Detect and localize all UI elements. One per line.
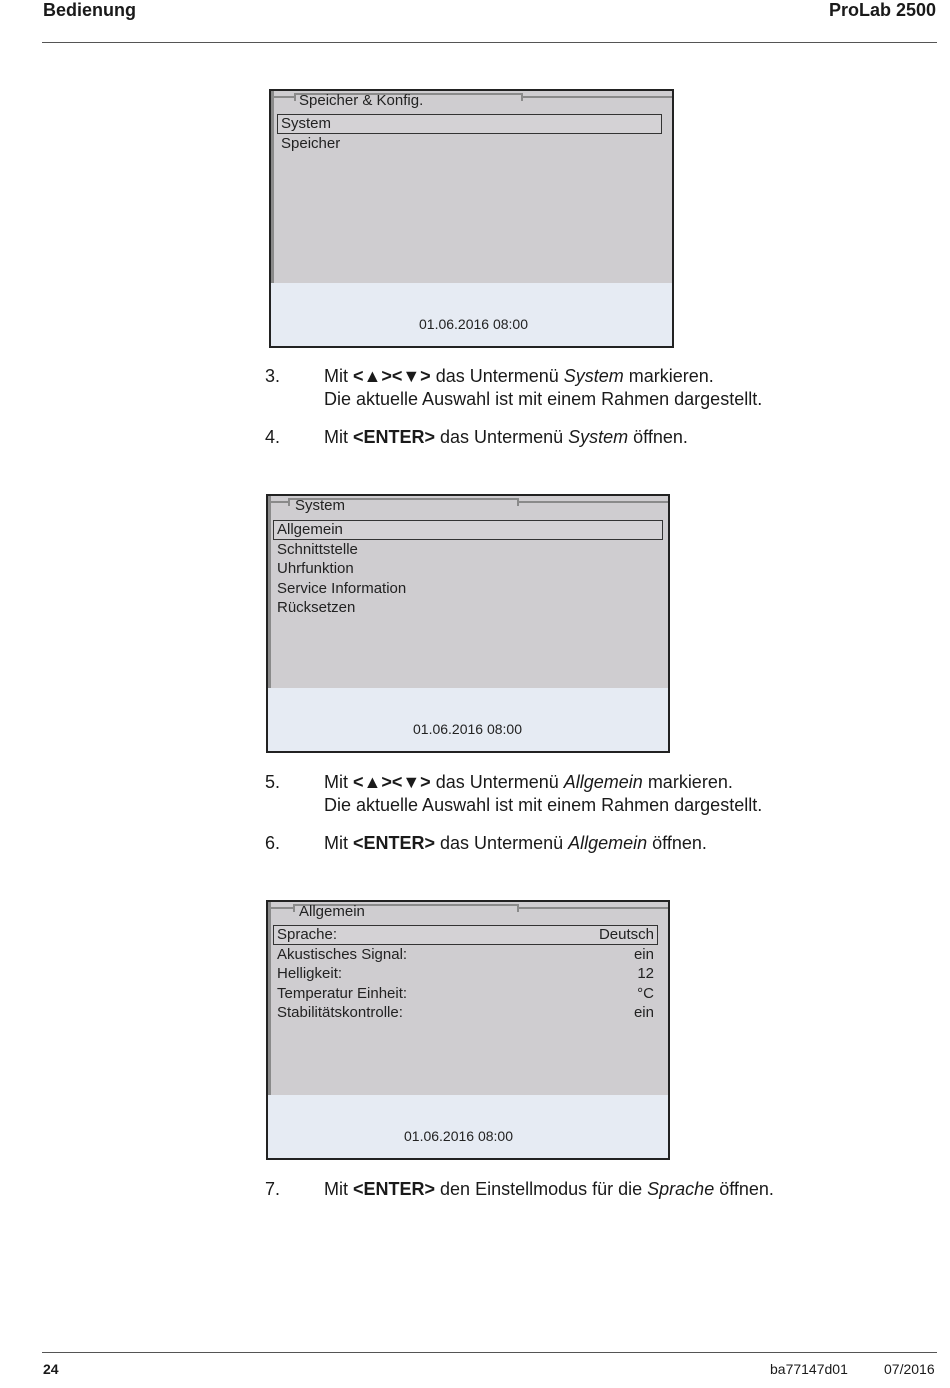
menu-item-system[interactable] xyxy=(277,114,662,134)
header-section-title: Bedienung xyxy=(43,0,136,20)
step-text: Mit <ENTER> den Einstellmodus für die Sprache öffnen. xyxy=(324,1179,774,1199)
step-number: 4. xyxy=(265,427,281,447)
screen-title-line xyxy=(519,907,668,913)
setting-temperatur-einheit[interactable] xyxy=(273,984,658,1004)
setting-value: ein xyxy=(633,945,654,963)
step-6 xyxy=(265,832,865,855)
screen-title-line xyxy=(519,501,668,507)
menu-item-label: Uhrfunktion xyxy=(277,560,354,577)
screen-title: System xyxy=(295,497,346,514)
menu-list xyxy=(273,520,663,618)
screen-title-line xyxy=(274,96,294,102)
step-number: 3. xyxy=(265,366,281,386)
menu-item-label: System xyxy=(281,115,332,132)
step-text: Mit <ENTER> das Untermenü Allgemein öffnen. xyxy=(324,833,707,853)
setting-akustisches-signal[interactable] xyxy=(273,945,658,965)
header-rule xyxy=(42,42,937,43)
status-datetime: 01.06.2016 08:00 xyxy=(404,1128,513,1144)
menu-item-allgemein[interactable] xyxy=(273,520,663,540)
setting-label: Akustisches Signal: xyxy=(277,945,408,963)
screen-title-line xyxy=(271,907,293,913)
display-screen-allgemein xyxy=(266,900,670,1160)
screen-title-line xyxy=(523,96,672,102)
setting-sprache[interactable] xyxy=(273,925,658,945)
step-text: Mit <▲><▼> das Untermenü System markieren. xyxy=(324,366,714,386)
document-number: ba77147d01 xyxy=(770,1361,848,1377)
step-text: Mit <▲><▼> das Untermenü Allgemein markieren. xyxy=(324,772,733,792)
menu-item-label: Schnittstelle xyxy=(277,540,358,558)
display-screen-system xyxy=(266,494,670,753)
step-number: 6. xyxy=(265,833,281,853)
step-5 xyxy=(265,771,865,817)
setting-label: Helligkeit: xyxy=(277,965,343,982)
screen-title: Allgemein xyxy=(299,903,365,920)
setting-value: Deutsch xyxy=(598,926,654,943)
step-7 xyxy=(265,1178,905,1201)
menu-item-uhrfunktion[interactable] xyxy=(273,559,663,579)
step-number: 5. xyxy=(265,772,281,792)
page-number: 24 xyxy=(43,1361,59,1377)
setting-helligkeit[interactable] xyxy=(273,964,658,984)
setting-label: Sprache: xyxy=(277,926,338,943)
menu-item-speicher[interactable] xyxy=(277,134,662,154)
header-product-name: ProLab 2500 xyxy=(828,0,936,20)
setting-value: °C xyxy=(637,984,654,1002)
menu-item-label: Rücksetzen xyxy=(277,599,356,616)
menu-item-label: Allgemein xyxy=(277,521,343,538)
step-number: 7. xyxy=(265,1179,281,1199)
status-datetime: 01.06.2016 08:00 xyxy=(413,721,522,737)
step-text-line2: Die aktuelle Auswahl ist mit einem Rahmen dargestellt. xyxy=(324,389,763,409)
menu-item-ruecksetzen[interactable] xyxy=(273,598,663,618)
footer-rule xyxy=(42,1352,937,1353)
screen-title-line xyxy=(271,501,288,507)
step-text-line2: Die aktuelle Auswahl ist mit einem Rahmen dargestellt. xyxy=(324,795,763,815)
display-screen-speicher-konfig xyxy=(269,89,674,348)
setting-stabilitaetskontrolle[interactable] xyxy=(273,1003,658,1023)
step-text: Mit <ENTER> das Untermenü System öffnen. xyxy=(324,427,688,447)
setting-label: Stabilitätskontrolle: xyxy=(277,1004,403,1021)
menu-item-service-information[interactable] xyxy=(273,579,663,599)
status-datetime: 01.06.2016 08:00 xyxy=(419,316,528,332)
setting-label: Temperatur Einheit: xyxy=(277,984,408,1002)
screen-title: Speicher & Konfig. xyxy=(299,92,424,109)
settings-list xyxy=(273,925,658,1023)
step-4 xyxy=(265,426,865,449)
document-date: 07/2016 xyxy=(884,1361,935,1377)
step-3 xyxy=(265,365,865,411)
menu-item-schnittstelle[interactable] xyxy=(273,540,663,560)
setting-value: 12 xyxy=(637,965,654,982)
menu-item-label: Speicher xyxy=(281,134,341,152)
menu-item-label: Service Information xyxy=(277,579,407,597)
menu-list xyxy=(277,114,662,153)
setting-value: ein xyxy=(633,1004,654,1021)
